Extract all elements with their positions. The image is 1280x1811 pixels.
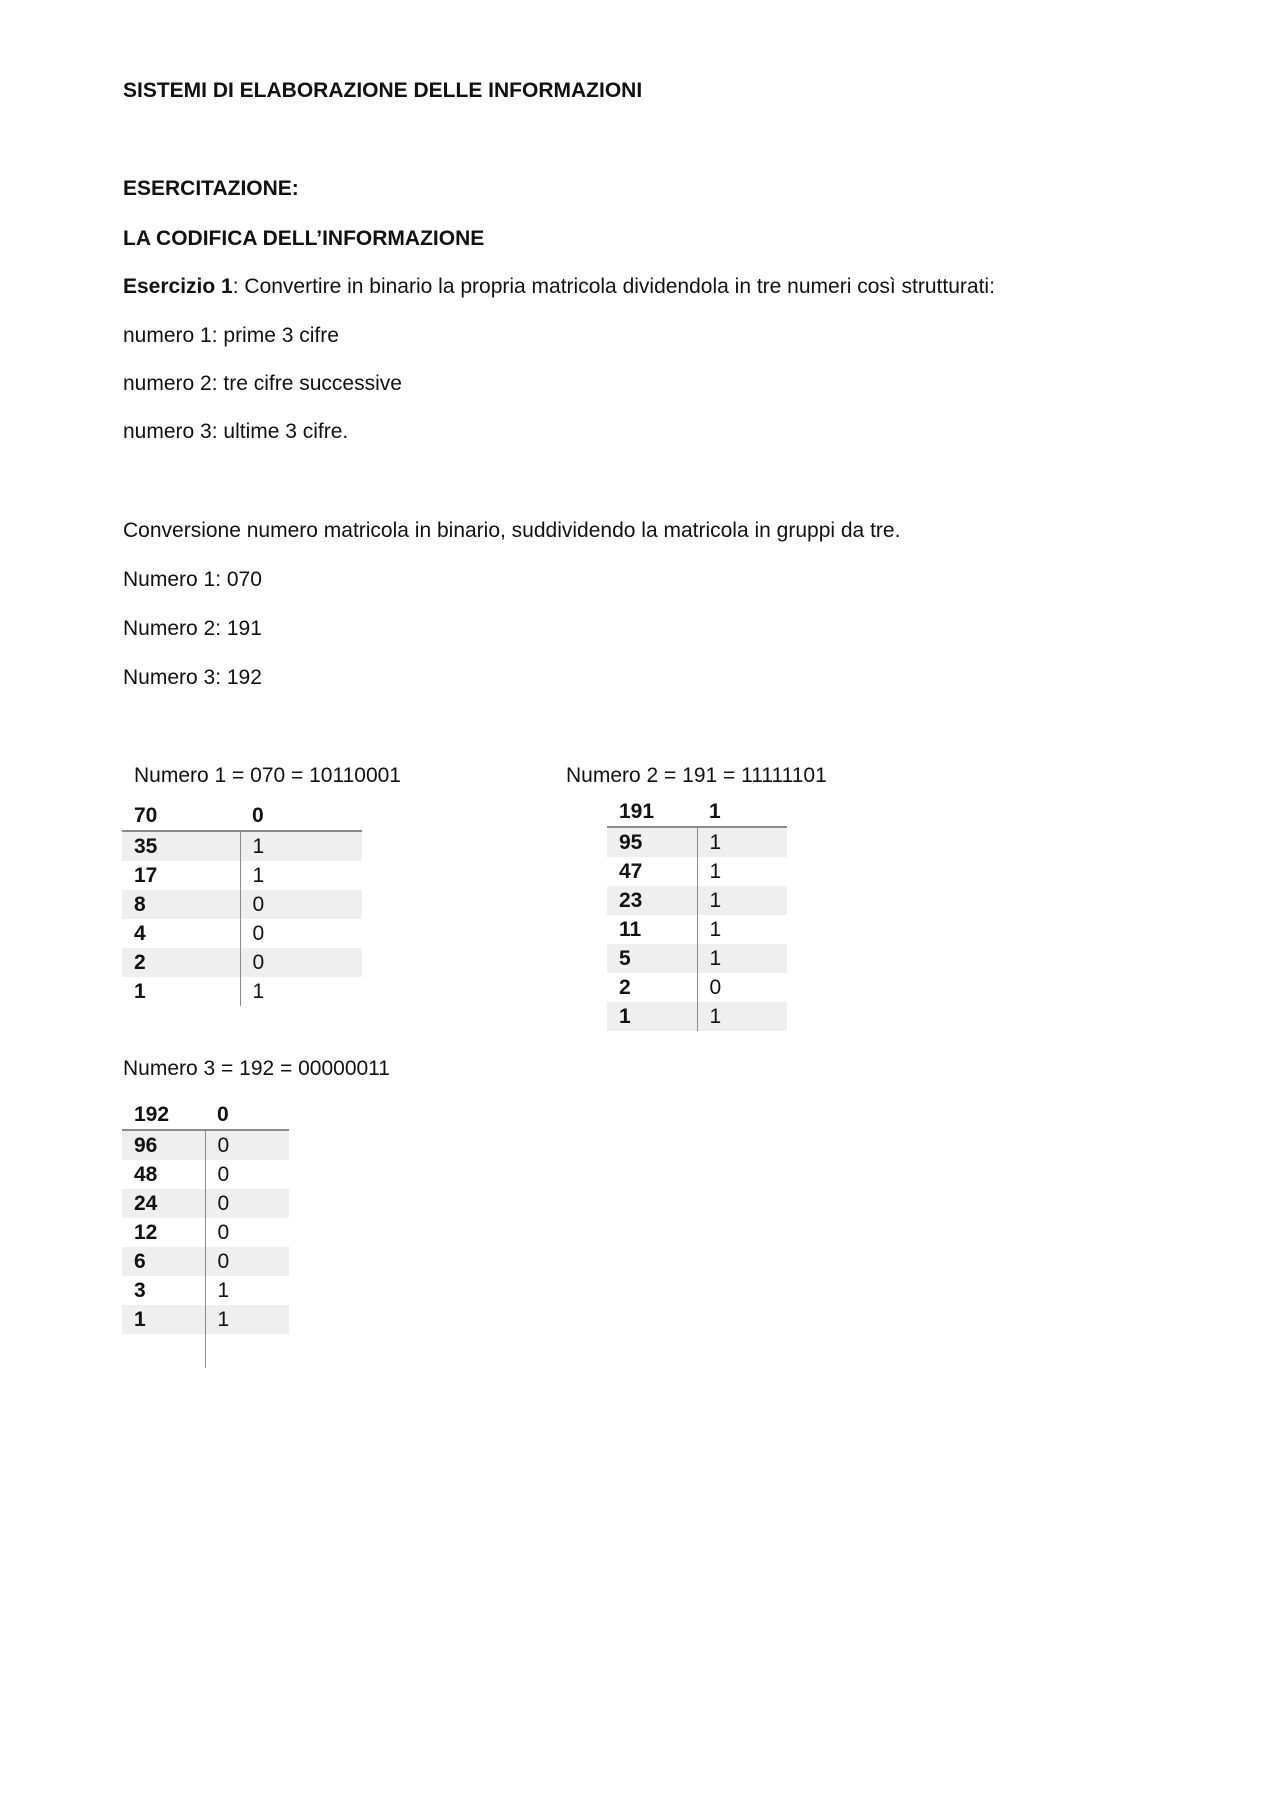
quotient-cell: 24 <box>122 1189 205 1218</box>
table-row <box>122 1218 289 1247</box>
remainder-cell: 1 <box>217 1279 230 1302</box>
quotient-cell: 8 <box>122 890 240 919</box>
remainder-cell: 1 <box>697 797 787 827</box>
conversion-number: Numero 1: 070 <box>123 568 262 591</box>
quotient-cell: 96 <box>122 1130 205 1160</box>
remainder-cell: 0 <box>205 1247 289 1276</box>
exercise-heading: ESERCITAZIONE: <box>123 177 299 200</box>
table-row <box>122 1160 289 1189</box>
exercise-item: numero 1: prime 3 cifre <box>123 324 339 347</box>
exercise-item: numero 3: ultime 3 cifre. <box>123 420 349 443</box>
exercise-label: Esercizio 1 <box>123 275 233 298</box>
remainder-cell: 0 <box>217 1221 230 1244</box>
table-row <box>122 801 362 831</box>
remainder-cell: 1 <box>697 1002 787 1031</box>
remainder-cell: 1 <box>240 831 362 861</box>
table-row <box>122 1276 289 1305</box>
empty-cell <box>205 1334 289 1368</box>
quotient-cell: 23 <box>607 886 697 915</box>
exercise-statement <box>123 274 995 300</box>
quotient-cell: 12 <box>122 1218 205 1247</box>
table-row <box>607 827 787 857</box>
quotient-cell: 95 <box>607 827 697 857</box>
remainder-cell: 1 <box>697 886 787 915</box>
remainder-cell: 1 <box>252 980 265 1003</box>
quotient-cell: 11 <box>607 915 697 944</box>
course-title: SISTEMI DI ELABORAZIONE DELLE INFORMAZIONI <box>123 79 643 102</box>
table-row <box>607 886 787 915</box>
table-3-caption: Numero 3 = 192 = 00000011 <box>123 1057 390 1080</box>
quotient-cell: 17 <box>122 861 240 890</box>
table-row <box>607 857 787 886</box>
remainder-cell: 0 <box>709 976 722 999</box>
division-table-2 <box>607 797 787 1031</box>
table-row <box>122 919 362 948</box>
table-2-caption: Numero 2 = 191 = 11111101 <box>566 764 827 787</box>
remainder-cell: 0 <box>205 1130 289 1160</box>
remainder-cell: 1 <box>205 1305 289 1334</box>
table-1-caption: Numero 1 = 070 = 10110001 <box>134 764 401 787</box>
quotient-cell: 35 <box>122 831 240 861</box>
table-row <box>607 944 787 973</box>
quotient-cell: 5 <box>607 944 697 973</box>
conversion-number: Numero 2: 191 <box>123 617 262 640</box>
table-row <box>122 890 362 919</box>
conversion-number: Numero 3: 192 <box>123 666 262 689</box>
table-row <box>122 861 362 890</box>
table-row <box>122 1305 289 1334</box>
table-row <box>607 797 787 827</box>
remainder-cell: 0 <box>205 1100 289 1130</box>
table-row <box>122 1130 289 1160</box>
table-row <box>122 977 362 1006</box>
quotient-cell: 48 <box>122 1160 205 1189</box>
remainder-cell: 0 <box>217 1163 230 1186</box>
remainder-cell: 0 <box>240 948 362 977</box>
quotient-cell: 192 <box>122 1100 205 1130</box>
quotient-cell: 70 <box>122 801 240 831</box>
table-row <box>607 1002 787 1031</box>
remainder-cell: 0 <box>240 801 362 831</box>
table-row <box>122 831 362 861</box>
quotient-cell: 1 <box>122 1305 205 1334</box>
quotient-cell: 4 <box>122 919 240 948</box>
quotient-cell: 3 <box>122 1276 205 1305</box>
table-row <box>607 915 787 944</box>
quotient-cell: 1 <box>607 1002 697 1031</box>
table-row <box>607 973 787 1002</box>
table-row <box>122 1247 289 1276</box>
division-table-3 <box>122 1100 289 1368</box>
quotient-cell: 47 <box>607 857 697 886</box>
table-row <box>122 948 362 977</box>
remainder-cell: 1 <box>709 860 722 883</box>
empty-cell <box>122 1334 205 1368</box>
quotient-cell: 2 <box>607 973 697 1002</box>
exercise-item: numero 2: tre cifre successive <box>123 372 402 395</box>
remainder-cell: 1 <box>697 944 787 973</box>
remainder-cell: 1 <box>252 864 265 887</box>
remainder-cell: 0 <box>252 922 265 945</box>
quotient-cell: 6 <box>122 1247 205 1276</box>
remainder-cell: 0 <box>240 890 362 919</box>
remainder-cell: 0 <box>205 1189 289 1218</box>
table-row <box>122 1100 289 1130</box>
table-row <box>122 1334 289 1368</box>
exercise-text: : Convertire in binario la propria matricola dividendola in tre numeri così strutturati: <box>232 275 995 298</box>
conversion-intro: Conversione numero matricola in binario, suddividendo la matricola in gruppi da tre. <box>123 519 901 542</box>
quotient-cell: 1 <box>122 977 240 1006</box>
quotient-cell: 191 <box>607 797 697 827</box>
topic-heading: LA CODIFICA DELL’INFORMAZIONE <box>123 227 485 250</box>
remainder-cell: 1 <box>709 918 722 941</box>
remainder-cell: 1 <box>697 827 787 857</box>
quotient-cell: 2 <box>122 948 240 977</box>
division-table-1 <box>122 801 362 1006</box>
table-row <box>122 1189 289 1218</box>
